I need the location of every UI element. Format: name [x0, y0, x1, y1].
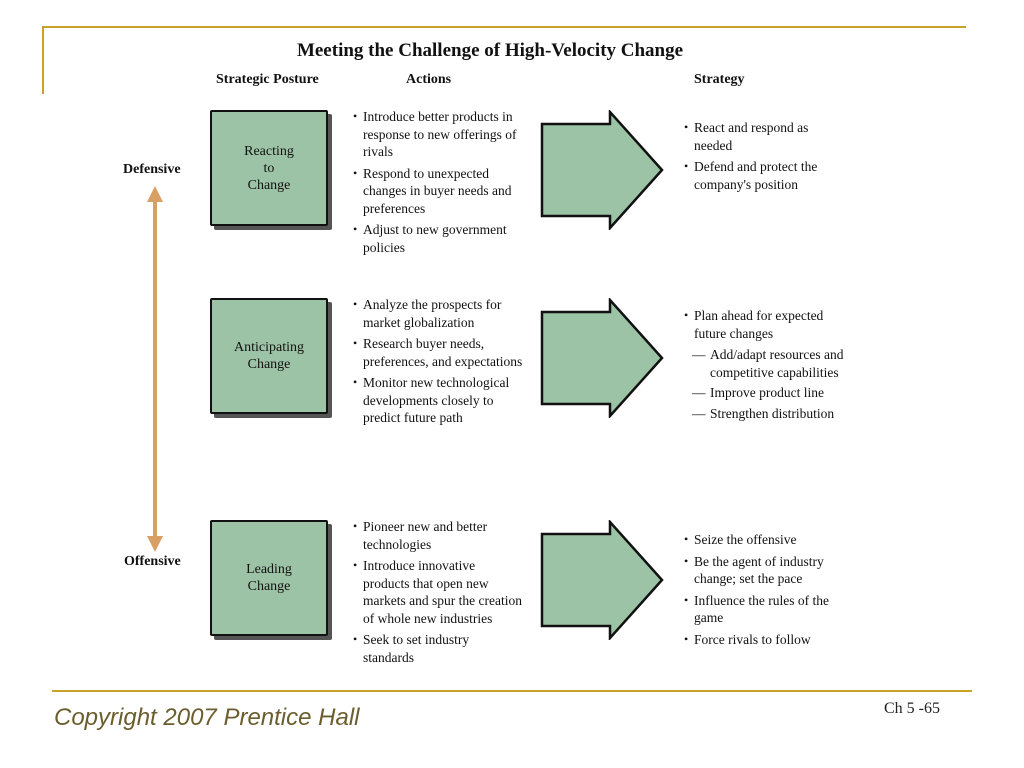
- strategy-item: • Defend and protect the company's position: [684, 158, 849, 193]
- action-item: • Introduce innovative products that open new markets and spur the creation of whole new industries: [353, 557, 523, 627]
- page-number: Ch 5 -65: [884, 700, 940, 717]
- action-item: • Seek to set industry standards: [353, 631, 523, 666]
- action-item: • Respond to unexpected changes in buyer needs and preferences: [353, 165, 523, 218]
- copyright-text: Copyright 2007 Prentice Hall: [54, 704, 360, 731]
- strategy-list-anticipating: [684, 307, 849, 425]
- top-rule: [42, 26, 966, 28]
- bottom-rule: [52, 690, 972, 692]
- header-strategic-posture: Strategic Posture: [216, 72, 319, 87]
- strategy-list-leading: [684, 531, 849, 652]
- arrow-right-icon: [540, 110, 665, 230]
- arrow-right-icon: [540, 298, 665, 418]
- strategy-list-reacting: [684, 119, 849, 197]
- actions-list-reacting: [353, 108, 523, 260]
- actions-list-leading: [353, 518, 523, 670]
- strategy-item: • React and respond as needed: [684, 119, 849, 154]
- action-item: • Pioneer new and better technologies: [353, 518, 523, 553]
- action-item: • Introduce better products in response to new offerings of rivals: [353, 108, 523, 161]
- strategy-item: • Force rivals to follow: [684, 631, 849, 649]
- strategy-item: • Be the agent of industry change; set the pace: [684, 553, 849, 588]
- defensive-offensive-double-arrow: [140, 184, 170, 554]
- strategy-subitem: — Strengthen distribution: [684, 405, 849, 423]
- box-label: Reacting to Change: [244, 143, 294, 193]
- box-anticipating-change: [210, 298, 328, 414]
- diagram-title: Meeting the Challenge of High-Velocity Change: [296, 40, 684, 61]
- action-item: • Analyze the prospects for market globalization: [353, 296, 525, 331]
- arrow-right-icon: [540, 520, 665, 640]
- label-defensive: Defensive: [123, 162, 181, 177]
- strategy-item: • Seize the offensive: [684, 531, 849, 549]
- box-label: Anticipating Change: [234, 340, 304, 372]
- header-actions: Actions: [406, 72, 452, 87]
- box-label: Leading Change: [246, 562, 292, 594]
- strategy-item: • Plan ahead for expected future changes: [684, 307, 849, 342]
- strategy-subitem: — Add/adapt resources and competitive capabilities: [684, 346, 849, 381]
- label-offensive: Offensive: [124, 554, 181, 569]
- box-reacting-to-change: [210, 110, 328, 226]
- header-strategy: Strategy: [694, 72, 745, 87]
- strategy-subitem: — Improve product line: [684, 384, 849, 402]
- strategy-item: • Influence the rules of the game: [684, 592, 849, 627]
- action-item: • Adjust to new government policies: [353, 221, 523, 256]
- box-leading-change: [210, 520, 328, 636]
- action-item: • Research buyer needs, preferences, and expectations: [353, 335, 525, 370]
- actions-list-anticipating: [353, 296, 525, 431]
- action-item: • Monitor new technological developments closely to predict future path: [353, 374, 525, 427]
- left-rule: [42, 26, 44, 94]
